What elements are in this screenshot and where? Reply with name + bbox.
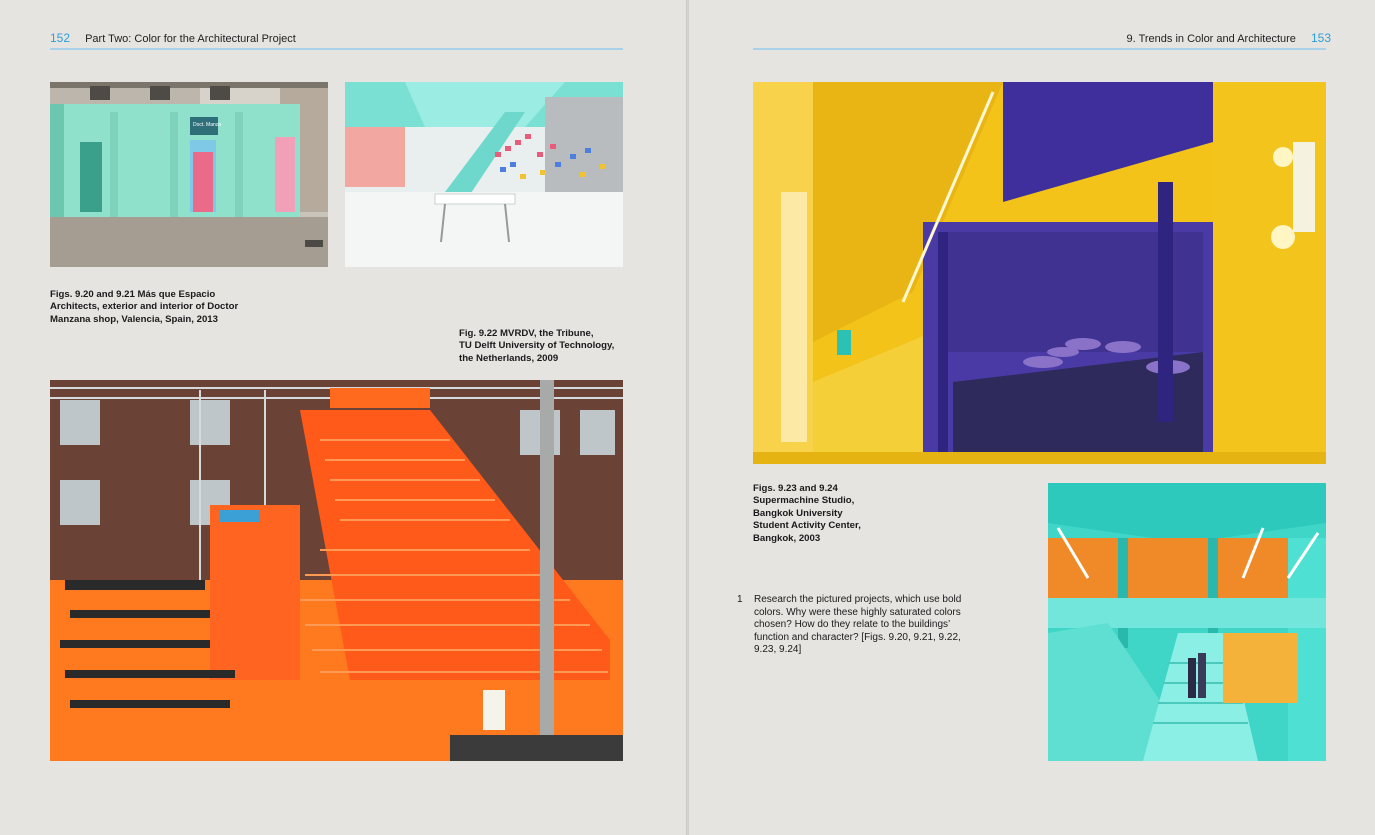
page-number: 153: [1310, 31, 1331, 45]
caption-line: Supermachine Studio,: [753, 495, 855, 507]
photo-bangkok-corridor: [753, 82, 1326, 464]
page-number: 152: [50, 31, 71, 45]
question-line: colors. Why were these highly saturated colors: [754, 606, 961, 618]
caption-line: the Netherlands, 2009: [459, 352, 559, 364]
question-line: chosen? How do they relate to the buildings’: [754, 619, 951, 631]
left-folio: [50, 31, 296, 45]
header-rule: [50, 48, 623, 50]
shop-sign: Doct. Manza: [193, 122, 222, 128]
photo-doctor-manzana-exterior: [50, 82, 328, 267]
caption-line: Bangkok, 2003: [753, 532, 821, 544]
question-number: 1: [737, 594, 743, 605]
running-head: 9. Trends in Color and Architecture: [1126, 33, 1296, 45]
caption-line: Bangkok University: [753, 507, 843, 519]
left-page: [0, 0, 686, 835]
photo-tu-delft-tribune: [50, 380, 623, 761]
caption-line: Architects, exterior and interior of Doctor: [50, 301, 239, 313]
discussion-question: [737, 594, 962, 657]
question-line: Research the pictured projects, which use bold: [754, 594, 962, 605]
caption-line: TU Delft University of Technology,: [459, 340, 615, 352]
photo-bangkok-atrium: [1048, 483, 1326, 761]
caption-figs-9-23-9-24: [753, 483, 861, 545]
header-rule: [753, 48, 1326, 50]
running-head: Part Two: Color for the Architectural Project: [85, 33, 296, 45]
right-folio: [1127, 31, 1331, 45]
caption-line: Figs. 9.23 and 9.24: [753, 483, 838, 494]
caption-fig-9-22: [459, 328, 614, 365]
caption-line: Student Activity Center,: [753, 520, 861, 532]
question-line: function and character? [Figs. 9.20, 9.21, 9.22,: [754, 631, 961, 643]
caption-figs-9-20-9-21: [50, 289, 238, 326]
caption-line: Fig. 9.22 MVRDV, the Tribune,: [459, 328, 594, 339]
caption-line: Figs. 9.20 and 9.21 Más que Espacio: [50, 289, 216, 300]
caption-line: Manzana shop, Valencia, Spain, 2013: [50, 313, 218, 325]
right-page: [689, 0, 1375, 835]
question-line: 9.23, 9.24]: [754, 644, 802, 656]
photo-doctor-manzana-interior: [345, 82, 623, 267]
